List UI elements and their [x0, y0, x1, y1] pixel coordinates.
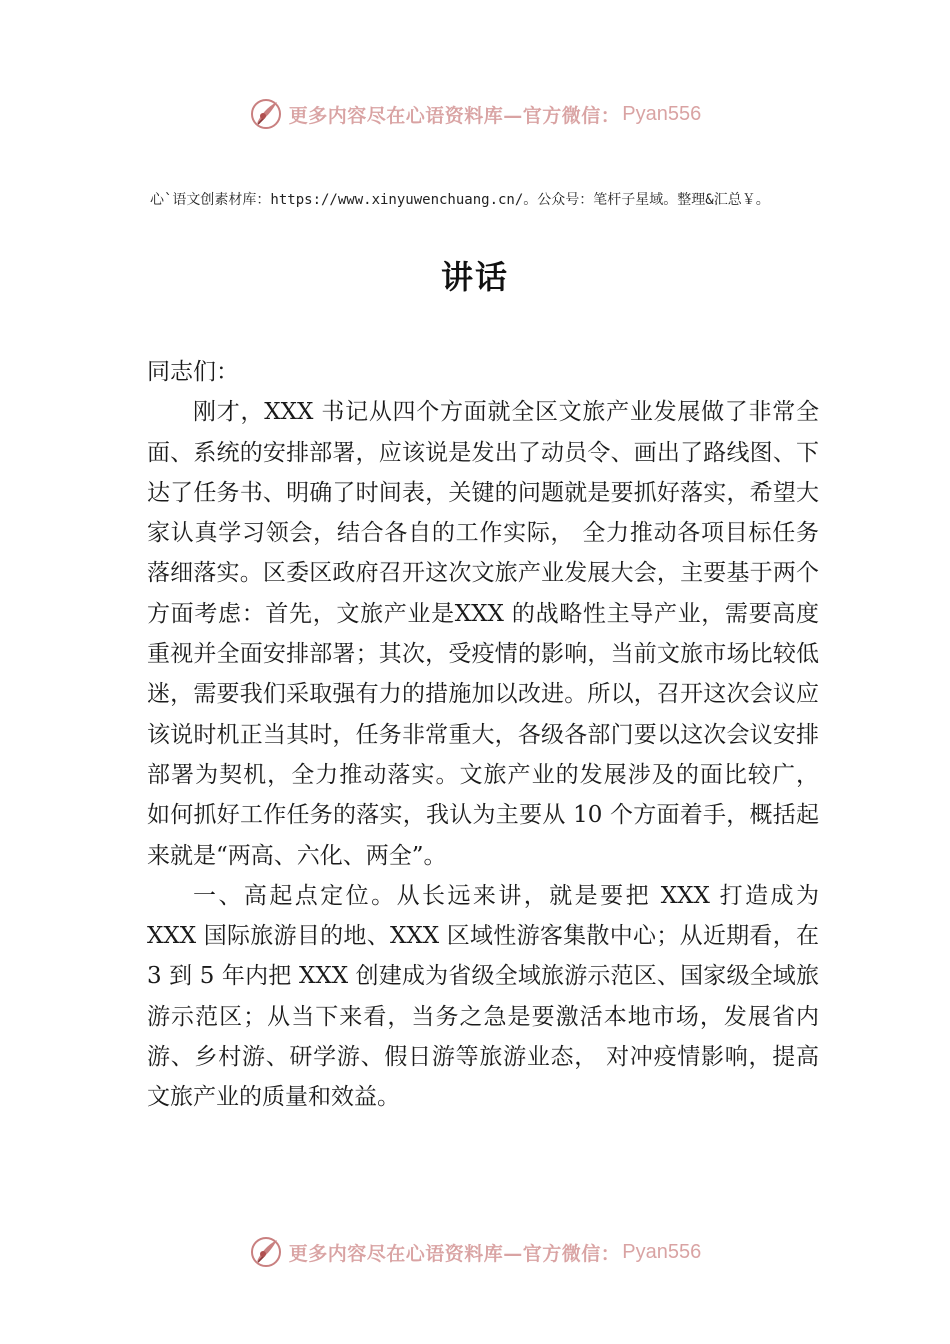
footer-banner: [0, 1230, 950, 1274]
paragraph-1: 刚才，XXX 书记从四个方面就全区文旅产业发展做了非常全面、系统的安排部署，应该说是发出了动员令、画出了路线图、下达了任务书、明确了时间表，关键的问题就是要抓好落实，希望大家认真学习领会，结合各自的工作实际， 全力推动各项目标任务落细落实。区委区政府召开这次文旅产业发展大会，主要基于两个方面考虑：首先，文旅产业是XXX 的战略性主导产业，需要高度重视并全面安排部署；其次，受疫情的影响，当前文旅市场比较低迷，需要我们采取强有力的措施加以改进。所以，召开这次会议应该说时机正当其时，任务非常重大，各级各部门要以这次会议安排部署为契机，全力推动落实。文旅产业的发展涉及的面比较广， 如何抓好工作任务的落实，我认为主要从 10 个方面着手，概括起来就是“两高、六化、两全”。: [147, 399, 819, 869]
quill-pen-logo-icon: [249, 97, 283, 131]
page-title: 讲话: [440, 258, 509, 296]
document-body: [147, 352, 819, 1118]
banner-wechat-id: Pyan556: [622, 102, 702, 125]
quill-pen-logo-icon: [249, 1235, 283, 1269]
salutation: 同志们：: [147, 359, 239, 385]
banner-text: 更多内容尽在心语资料库—官方微信：: [288, 1242, 621, 1265]
source-note: 心`语文创素材库：https://www.xinyuwenchuang.cn/。公众号：笔杆子星域。整理&汇总￥。: [150, 192, 770, 208]
banner-wechat-id: Pyan556: [622, 1240, 702, 1263]
paragraph-2: 一、高起点定位。从长远来讲，就是要把 XXX 打造成为 XXX 国际旅游目的地、XXX 区域性游客集散中心；从近期看，在 3 到 5 年内把 XXX 创建成为省级全域旅游示范区、国家级全域旅游示范区；从当下来看，当务之急是要激活本地市场，发展省内游、乡村游、研学游、假日游等旅游业态， 对冲疫情影响，提高文旅产业的质量和效益。: [147, 882, 819, 1111]
header-banner: [0, 92, 950, 136]
banner-text: 更多内容尽在心语资料库—官方微信：: [288, 104, 621, 127]
